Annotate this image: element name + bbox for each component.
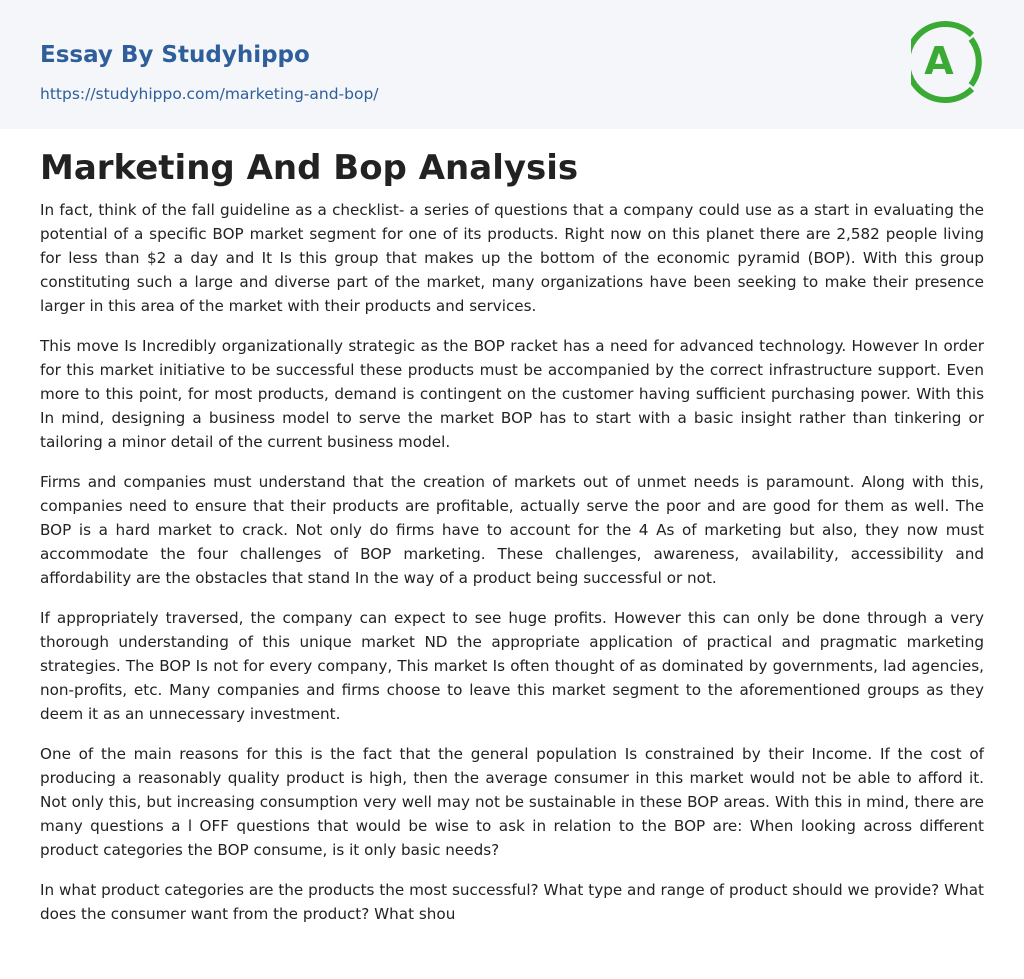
article-paragraph: This move Is Incredibly organizationally strategic as the BOP racket has a need for advanced technology. However In order for this market initiative to be successful these products must be accompanied by the correct infrastructure support. Even more to this point, for most products, demand is contingent on the customer having sufficient purchasing power. With this In mind, designing a business model to serve the market BOP has to start with a basic insight rather than tinkering or tailoring a minor detail of the current business model. — [40, 337, 984, 451]
article-paragraph: Firms and companies must understand that the creation of markets out of unmet needs is paramount. Along with this, companies need to ensure that their products are profitable, actually serve the poor and are good for them as well. The BOP is a hard market to crack. Not only do firms have to account for the 4 As of marketing but also, they now must accommodate the four challenges of BOP marketing. These challenges, awareness, availability, accessibility and affordability are the obstacles that stand In the way of a product being successful or not. — [40, 473, 984, 587]
site-header — [0, 0, 1024, 129]
site-title[interactable]: Essay By Studyhippo — [40, 42, 310, 68]
article-paragraph: One of the main reasons for this is the fact that the general population Is constrained by their Income. If the cost of producing a reasonably quality product is high, then the average consumer in this market would not be able to afford it. Not only this, but increasing consumption very well may not be sustainable in these BOP areas. With this in mind, there are many questions a l OFF questions that would be wise to ask in relation to the BOP are: When looking across different product categories the BOP consume, is it only basic needs? — [40, 745, 984, 859]
article-paragraph: In fact, think of the fall guideline as a checklist- a series of questions that a company could use as a start in evaluating the potential of a specific BOP market segment for one of its products. Right now on this planet there are 2,582 people living for less than $2 a day and It Is this group that makes up the bottom of the economic pyramid (BOP). With this group constituting such a large and diverse part of the market, many organizations have been seeking to make their presence larger in this area of the market with their products and services. — [40, 201, 984, 315]
logo-letter: A — [924, 39, 954, 83]
essay-url-link[interactable]: https://studyhippo.com/marketing-and-bop/ — [40, 85, 379, 103]
page-title: Marketing And Bop Analysis — [40, 148, 579, 188]
article-paragraph: In what product categories are the products the most successful? What type and range of product should we provide? What does the consumer want from the product? What shou — [40, 881, 984, 923]
article — [40, 146, 984, 942]
article-paragraph: If appropriately traversed, the company can expect to see huge profits. However this can only be done through a very thorough understanding of this unique market ND the appropriate application of practical and pragmatic marketing strategies. The BOP Is not for every company, This market Is often thought of as dominated by governments, lad agencies, non-profits, etc. Many companies and firms choose to leave this market segment to the aforementioned groups as they deem it as an unnecessary investment. — [40, 609, 984, 723]
studyhippo-logo-icon[interactable] — [911, 18, 987, 106]
